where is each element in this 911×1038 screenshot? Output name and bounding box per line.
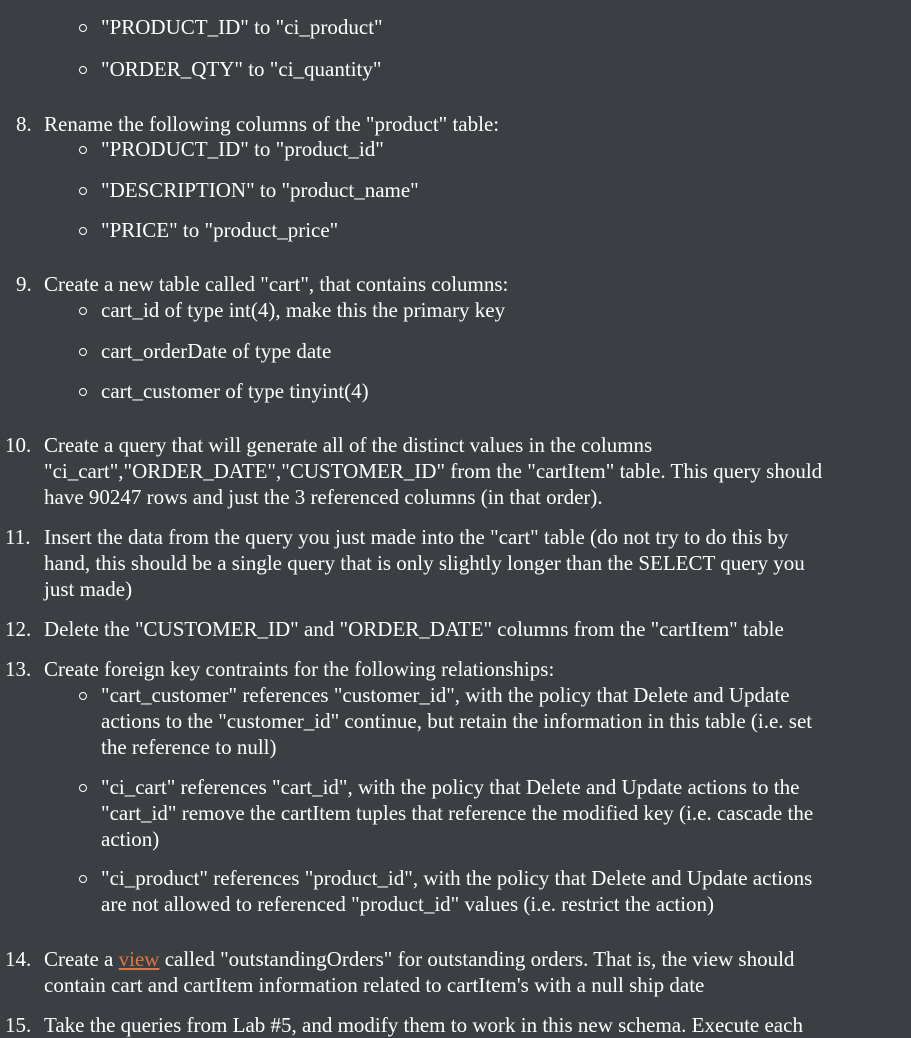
bullet-marker [79,187,87,195]
item-text-line: Create a query that will generate all of the distinct values in the columns [44,433,653,457]
list-item: "ORDER_QTY" to "ci_quantity" [101,57,382,81]
list-item-line: "cart_id" remove the cartItem tuples that reference the modified key (i.e. cascade the [101,801,814,825]
list-item: cart_id of type int(4), make this the primary key [101,298,506,322]
item-number: 9. [16,272,32,296]
list-item-line: actions to the "customer_id" continue, but retain the information in this table (i.e. set [101,709,813,733]
list-item: "DESCRIPTION" to "product_name" [101,178,419,202]
item-text-line [44,946,794,972]
item-text: Rename the following columns of the "product" table: [44,112,500,136]
item-text-line: contain cart and cartItem information related to cartItem's with a null ship date [44,973,705,997]
bullet-marker [79,388,87,396]
bullet-marker [79,227,87,235]
list-item: "PRODUCT_ID" to "ci_product" [101,15,383,39]
list-item-line: "cart_customer" references "customer_id", with the policy that Delete and Update [101,683,790,707]
bullet-marker [79,24,87,32]
item-number: 15. [5,1013,32,1037]
item-text-line: hand, this should be a single query that is only slightly longer than the SELECT query you [44,551,805,575]
list-item-line: "ci_cart" references "cart_id", with the policy that Delete and Update actions to the [101,775,800,799]
item-text: Create a new table called "cart", that contains columns: [44,272,509,296]
list-item-line: action) [101,827,160,851]
bullet-marker [79,146,87,154]
list-item: cart_orderDate of type date [101,339,332,363]
list-item: cart_customer of type tinyint(4) [101,379,369,403]
item-text-part: Create a [44,947,119,971]
bullet-marker [79,784,87,792]
bullet-marker [79,307,87,315]
item-number: 14. [5,947,32,971]
list-item-line: the reference to null) [101,735,277,759]
bullet-marker [79,875,87,883]
item-text: Create foreign key contraints for the following relationships: [44,657,555,681]
item-number: 12. [5,617,32,641]
view-link[interactable]: view [118,947,160,971]
list-item: "PRODUCT_ID" to "product_id" [101,137,384,161]
item-text-line: "ci_cart","ORDER_DATE","CUSTOMER_ID" from the "cartItem" table. This query should [44,459,823,483]
bullet-marker [79,692,87,700]
list-item-line: are not allowed to referenced "product_id" values (i.e. restrict the action) [101,892,715,916]
bullet-marker [79,348,87,356]
list-item-line: "ci_product" references "product_id", with the policy that Delete and Update actions [101,866,813,890]
item-text-part: called "outstandingOrders" for outstanding orders. That is, the view should [159,947,795,971]
item-number: 11. [5,525,31,549]
list-item: "PRICE" to "product_price" [101,218,339,242]
item-text-line: just made) [44,577,133,601]
item-number: 10. [5,433,32,457]
bullet-marker [79,66,87,74]
item-text-line: have 90247 rows and just the 3 referenced columns (in that order). [44,485,603,509]
item-number: 13. [5,657,32,681]
item-text: Take the queries from Lab #5, and modify them to work in this new schema. Execute each [44,1013,803,1037]
item-text-line: Insert the data from the query you just made into the "cart" table (do not try to do this by [44,525,789,549]
item-number: 8. [16,112,32,136]
item-text: Delete the "CUSTOMER_ID" and "ORDER_DATE" columns from the "cartItem" table [44,617,784,641]
